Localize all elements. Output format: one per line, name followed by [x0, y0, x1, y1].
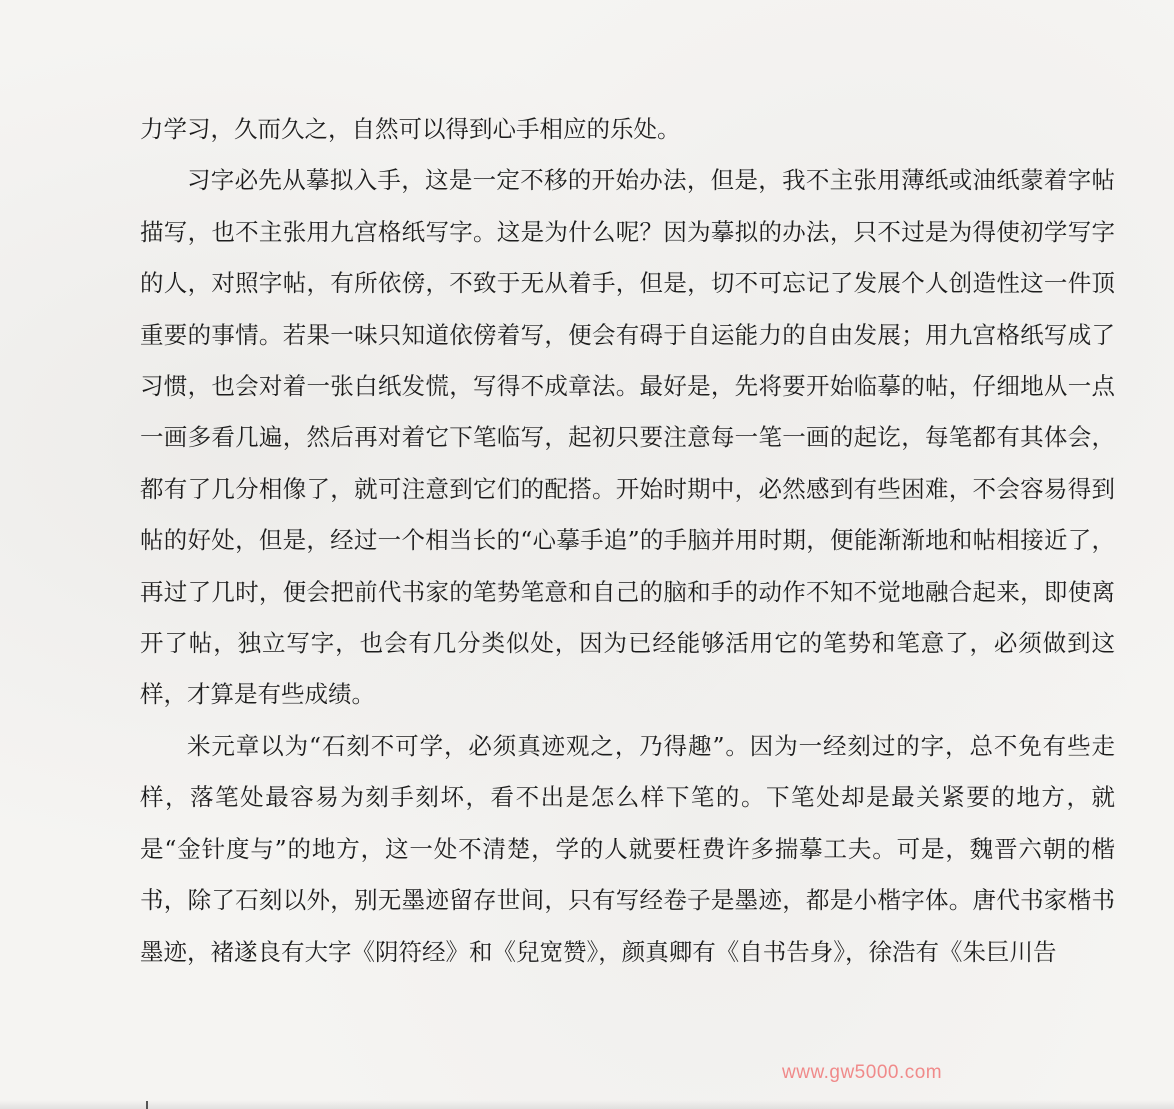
paragraph-3: 米元章以为“石刻不可学，必须真迹观之，乃得趣”。因为一经刻过的字，总不免有些走样，落笔处最容易为刻手刻坏，看不出是怎么样下笔的。下笔处却是最关紧要的地方，就是“金针度与”的地方，这一处不清楚，学的人就要枉费许多揣摹工夫。可是，魏晋六朝的楷书，除了石刻以外，别无墨迹留存世间，只有写经卷子是墨迹，都是小楷字体。唐代书家楷书墨迹，褚遂良有大字《阴符经》和《兒宽赞》，颜真卿有《自书告身》，徐浩有《朱巨川告	[140, 731, 1115, 966]
page-bottom-edge	[0, 1100, 1174, 1109]
page-edge-mark	[146, 1101, 148, 1109]
paragraph-2: 习字必先从摹拟入手，这是一定不移的开始办法，但是，我不主张用薄纸或油纸蒙着字帖描写，也不主张用九宫格纸写字。这是为什么呢？因为摹拟的办法，只不过是为得使初学写字的人，对照字帖，有所依傍，不致于无从着手，但是，切不可忘记了发展个人创造性这一件顶重要的事情。若果一味只知道依傍着写，便会有碍于自运能力的自由发展；用九宫格纸写成了习惯，也会对着一张白纸发慌，写得不成章法。最好是，先将要开始临摹的帖，仔细地从一点一画多看几遍，然后再对着它下笔临写，起初只要注意每一笔一画的起讫，每笔都有其体会，都有了几分相像了，就可注意到它们的配搭。开始时期中，必然感到有些困难，不会容易得到帖的好处，但是，经过一个相当长的“心摹手追”的手脑并用时期，便能渐渐地和帖相接近了，再过了几时，便会把前代书家的笔势笔意和自己的脑和手的动作不知不觉地融合起来，即使离开了帖，独立写字，也会有几分类似处，因为已经能够活用它的笔势和笔意了，必须做到这样，才算是有些成绩。	[140, 166, 1115, 709]
site-watermark: www.gw5000.com	[782, 1062, 943, 1083]
body-text	[140, 104, 1115, 978]
paragraph-1: 力学习，久而久之，自然可以得到心手相应的乐处。	[140, 115, 681, 143]
